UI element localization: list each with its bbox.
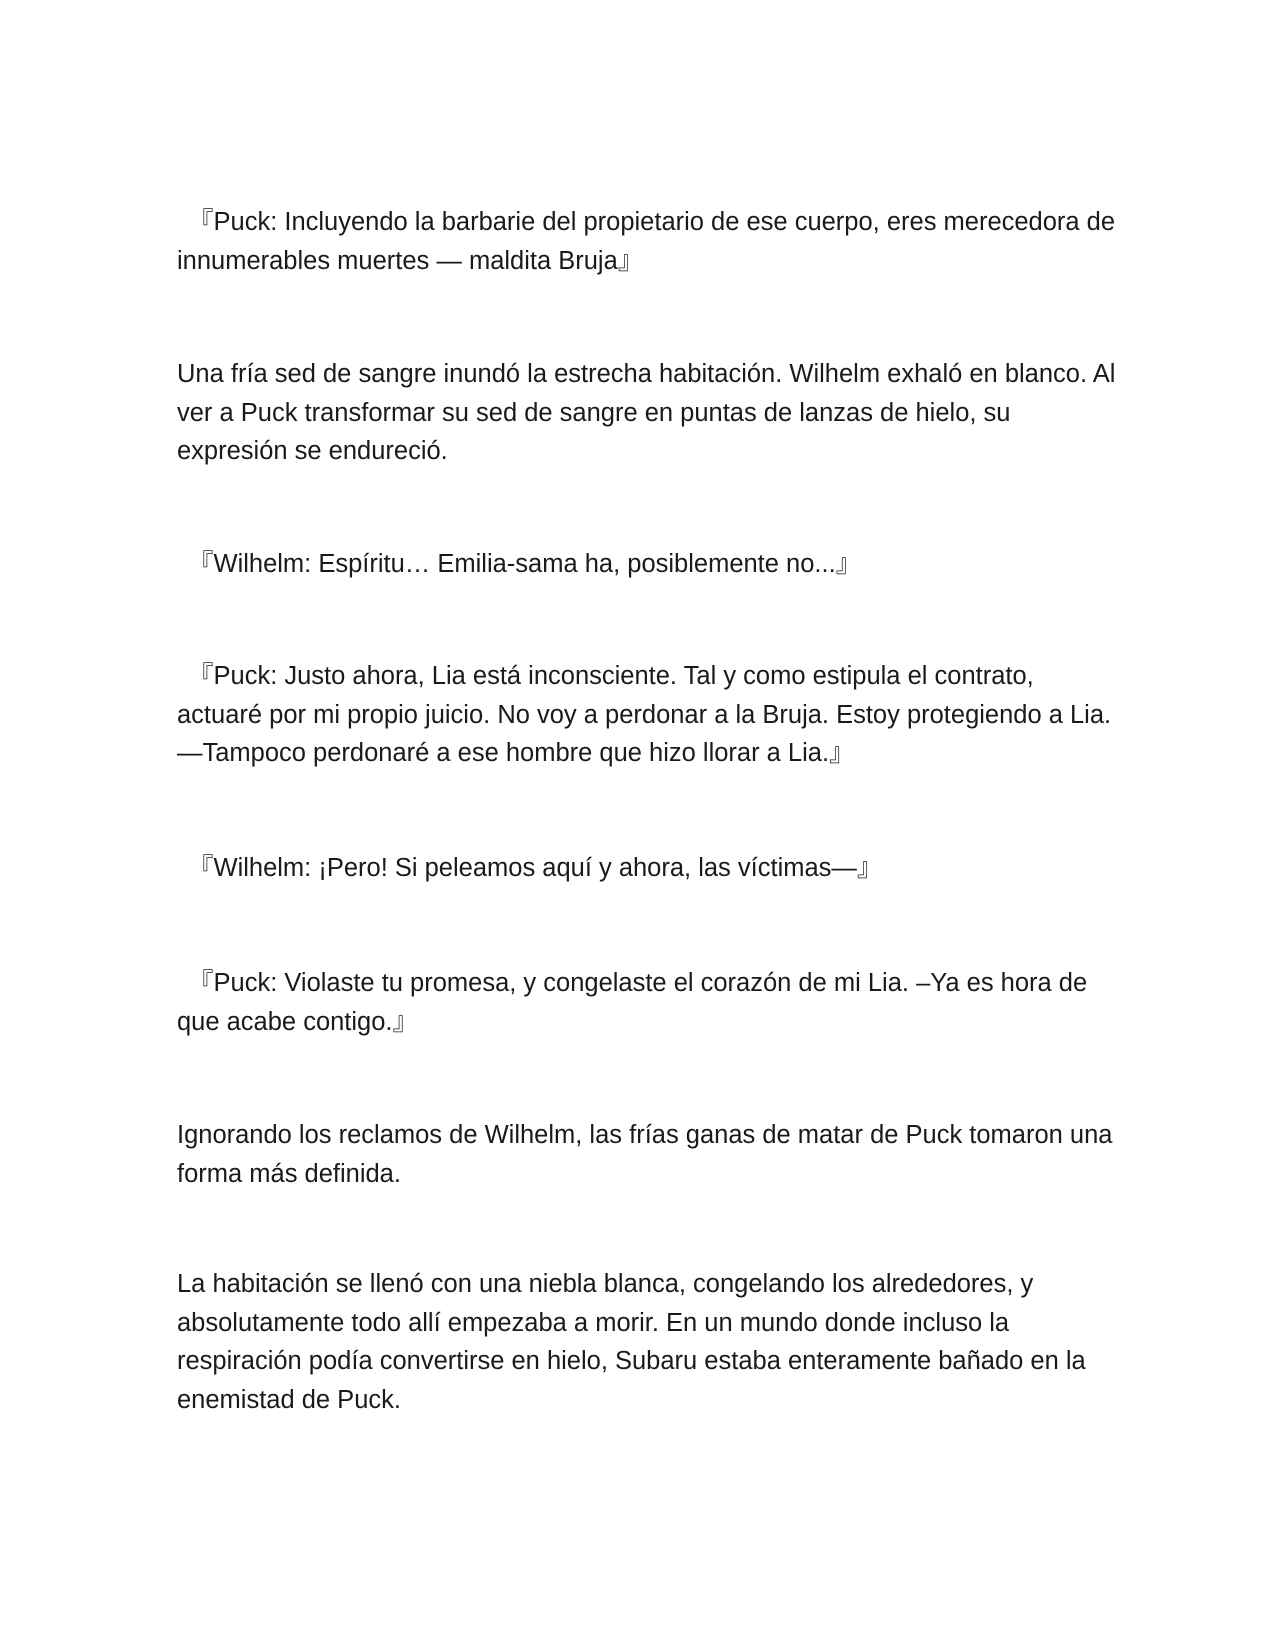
narration-paragraph-1: Una fría sed de sangre inundó la estrecha habitación. Wilhelm exhaló en blanco. Al ver a Puck transformar su sed de sangre en puntas de lanzas de hielo, su expresión se endureció.: [177, 360, 1116, 465]
dialogue-paragraph-puck-1: 『Puck: Incluyendo la barbarie del propietario de ese cuerpo, eres merecedora de innumerables muertes — maldita Bruja』: [177, 208, 1116, 275]
narration-paragraph-2: Ignorando los reclamos de Wilhelm, las frías ganas de matar de Puck tomaron una forma más definida.: [177, 1121, 1113, 1188]
dialogue-paragraph-puck-2: 『Puck: Justo ahora, Lia está inconsciente. Tal y como estipula el contrato, actuaré por mi propio juicio. No voy a perdonar a la Bruja. Estoy protegiendo a Lia. —Tampoco perdonaré a ese hombre que hizo llorar a Lia.』: [177, 662, 1112, 767]
narration-paragraph-3: La habitación se llenó con una niebla blanca, congelando los alrededores, y absolutamente todo allí empezaba a morir. En un mundo donde incluso la respiración podía convertirse en hielo, Subaru estaba enteramente bañado en la enemistad de Puck.: [177, 1270, 1086, 1414]
dialogue-paragraph-wilhelm-2: 『Wilhelm: ¡Pero! Si peleamos aquí y ahora, las víctimas—』: [188, 854, 883, 882]
dialogue-paragraph-wilhelm-1: 『Wilhelm: Espíritu… Emilia-sama ha, posiblemente no...』: [188, 550, 862, 578]
dialogue-paragraph-puck-3: 『Puck: Violaste tu promesa, y congelaste el corazón de mi Lia. –Ya es hora de que acabe contigo.』: [177, 969, 1088, 1036]
